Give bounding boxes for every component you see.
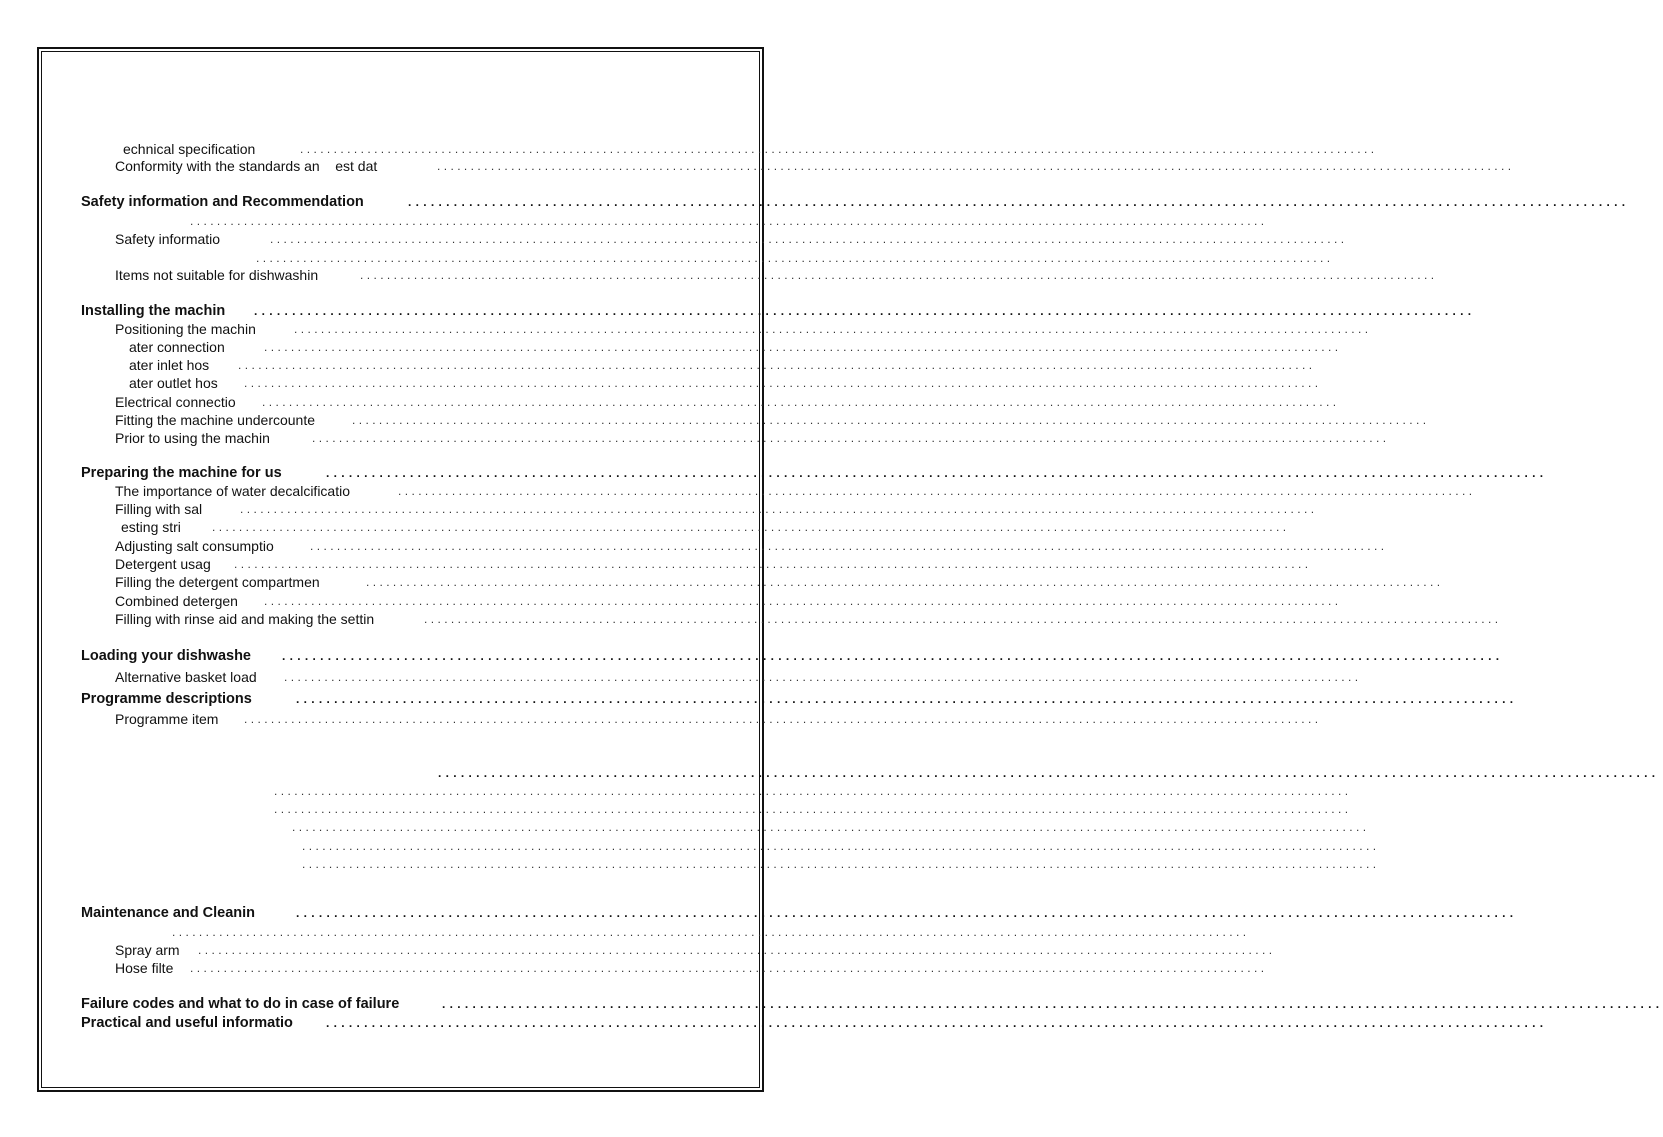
toc-entry-label: Filling the detergent compartmen xyxy=(115,573,326,591)
toc-entry-label: Alternative basket load xyxy=(115,668,263,686)
dot-leader: ................................................................................................................................................................ xyxy=(326,1016,1548,1030)
toc-entry-label: ater outlet hos xyxy=(129,374,224,392)
toc-entry[interactable] xyxy=(0,212,1268,230)
toc-entry[interactable] xyxy=(0,393,1340,411)
dot-leader: ................................................................................................................................................................ xyxy=(408,195,1630,209)
toc-entry[interactable] xyxy=(0,374,1322,392)
toc-entry-label: Conformity with the standards an est dat xyxy=(115,157,383,175)
dot-leader: ................................................................................................................................................................ xyxy=(294,322,1372,336)
toc-entry[interactable] xyxy=(0,230,1348,248)
dot-leader: ................................................................................................................................................................ xyxy=(262,395,1340,409)
dot-leader: ................................................................................................................................................................ xyxy=(312,431,1390,445)
dot-leader: ................................................................................................................................................................ xyxy=(424,612,1502,626)
dot-leader: ................................................................................................................................................................ xyxy=(190,214,1268,228)
toc-section-heading[interactable] xyxy=(0,904,1518,922)
dot-leader: ................................................................................................................................................................ xyxy=(270,232,1348,246)
dot-leader: ................................................................................................................................................................ xyxy=(300,142,1378,156)
toc-section-heading[interactable] xyxy=(0,302,1476,320)
toc-entry[interactable] xyxy=(0,157,1515,175)
dot-leader: ................................................................................................................................................................ xyxy=(238,358,1316,372)
toc-entry[interactable] xyxy=(0,411,1430,429)
toc-entry[interactable] xyxy=(0,668,1362,686)
toc-entry[interactable] xyxy=(0,573,1444,591)
toc-entry[interactable] xyxy=(0,555,1312,573)
toc-section-heading[interactable] xyxy=(0,690,1518,708)
dot-leader: ................................................................................................................................................................ xyxy=(442,997,1663,1011)
dot-leader: ................................................................................................................................................................ xyxy=(172,925,1250,939)
dot-leader: ................................................................................................................................................................ xyxy=(244,712,1322,726)
toc-entry[interactable] xyxy=(0,140,1378,158)
dot-leader: ................................................................................................................................................................ xyxy=(240,502,1318,516)
dot-leader: ................................................................................................................................................................ xyxy=(264,340,1342,354)
dot-leader: ................................................................................................................................................................ xyxy=(296,692,1518,706)
toc-entry[interactable] xyxy=(0,482,1476,500)
toc-entry[interactable] xyxy=(0,837,1380,855)
toc-entry[interactable] xyxy=(0,249,1334,267)
toc-entry[interactable] xyxy=(0,764,1660,782)
toc-entry[interactable] xyxy=(0,500,1318,518)
toc-section-label: Failure codes and what to do in case of failure xyxy=(81,995,405,1013)
toc-section-heading[interactable] xyxy=(0,995,1663,1013)
toc-entry[interactable] xyxy=(0,782,1352,800)
dot-leader: ................................................................................................................................................................ xyxy=(437,159,1515,173)
dot-leader: ................................................................................................................................................................ xyxy=(284,670,1362,684)
toc-entry-label: Hose filte xyxy=(115,959,179,977)
toc-section-label: Preparing the machine for us xyxy=(81,464,288,482)
toc-entry[interactable] xyxy=(0,266,1438,284)
toc-entry-label: Combined detergen xyxy=(115,592,244,610)
dot-leader: ................................................................................................................................................................ xyxy=(360,268,1438,282)
toc-entry[interactable] xyxy=(0,518,1290,536)
dot-leader: ................................................................................................................................................................ xyxy=(302,839,1380,853)
toc-section-heading[interactable] xyxy=(0,647,1504,665)
toc-entry[interactable] xyxy=(0,429,1390,447)
dot-leader: ................................................................................................................................................................ xyxy=(310,539,1388,553)
toc-entry-label: ater connection xyxy=(129,338,231,356)
toc-entry[interactable] xyxy=(0,320,1372,338)
toc-entry[interactable] xyxy=(0,610,1502,628)
toc-entry-label: Items not suitable for dishwashin xyxy=(115,266,324,284)
toc-entry-label: Filling with rinse aid and making the settin xyxy=(115,610,380,628)
toc-entry[interactable] xyxy=(0,338,1342,356)
toc-entry[interactable] xyxy=(0,710,1322,728)
toc-entry-label: Safety informatio xyxy=(115,230,226,248)
toc-entry-label: esting stri xyxy=(121,518,187,536)
toc-entry-label: Positioning the machin xyxy=(115,320,262,338)
dot-leader: ................................................................................................................................................................ xyxy=(264,594,1342,608)
dot-leader: ................................................................................................................................................................ xyxy=(302,857,1380,871)
toc-entry[interactable] xyxy=(0,537,1388,555)
toc-section-label: Practical and useful informatio xyxy=(81,1014,299,1032)
toc-entry[interactable] xyxy=(0,800,1352,818)
toc-entry[interactable] xyxy=(0,941,1276,959)
toc-section-label: Programme descriptions xyxy=(81,690,258,708)
dot-leader: ................................................................................................................................................................ xyxy=(274,784,1352,798)
toc-entry-label: Adjusting salt consumptio xyxy=(115,537,280,555)
toc-entry-label: Detergent usag xyxy=(115,555,217,573)
dot-leader: ................................................................................................................................................................ xyxy=(244,376,1322,390)
toc-entry-label: The importance of water decalcificatio xyxy=(115,482,356,500)
toc-entry-label: Prior to using the machin xyxy=(115,429,276,447)
dot-leader: ................................................................................................................................................................ xyxy=(282,649,1504,663)
toc-section-heading[interactable] xyxy=(0,193,1630,211)
toc-entry-label: Spray arm xyxy=(115,941,186,959)
dot-leader: ................................................................................................................................................................ xyxy=(198,943,1276,957)
dot-leader: ................................................................................................................................................................ xyxy=(190,961,1268,975)
dot-leader: ................................................................................................................................................................ xyxy=(274,802,1352,816)
toc-entry[interactable] xyxy=(0,592,1342,610)
dot-leader: ................................................................................................................................................................ xyxy=(326,466,1548,480)
toc-section-heading[interactable] xyxy=(0,1014,1548,1032)
dot-leader: ................................................................................................................................................................ xyxy=(352,413,1430,427)
toc-section-label: Loading your dishwashe xyxy=(81,647,257,665)
toc-entry-label: Fitting the machine undercounte xyxy=(115,411,321,429)
toc-entry[interactable] xyxy=(0,923,1250,941)
toc-entry-label: ater inlet hos xyxy=(129,356,215,374)
toc-entry-label: Electrical connectio xyxy=(115,393,242,411)
toc-entry[interactable] xyxy=(0,818,1370,836)
dot-leader: ................................................................................................................................................................ xyxy=(366,575,1444,589)
toc-entry[interactable] xyxy=(0,959,1268,977)
dot-leader: ................................................................................................................................................................ xyxy=(398,484,1476,498)
dot-leader: ................................................................................................................................................................ xyxy=(254,304,1476,318)
toc-section-label: Safety information and Recommendation xyxy=(81,193,370,211)
dot-leader: ................................................................................................................................................................ xyxy=(212,520,1290,534)
dot-leader: ................................................................................................................................................................ xyxy=(234,557,1312,571)
toc-section-label: Maintenance and Cleanin xyxy=(81,904,261,922)
toc-section-label: Installing the machin xyxy=(81,302,231,320)
toc-entry-label: Programme item xyxy=(115,710,224,728)
dot-leader: ................................................................................................................................................................ xyxy=(438,766,1660,780)
dot-leader: ................................................................................................................................................................ xyxy=(292,820,1370,834)
toc-entry-label: Filling with sal xyxy=(115,500,208,518)
toc-section-heading[interactable] xyxy=(0,464,1548,482)
toc-entry-label: echnical specification xyxy=(123,140,261,158)
toc-entry[interactable] xyxy=(0,855,1380,873)
toc-entry[interactable] xyxy=(0,356,1316,374)
dot-leader: ................................................................................................................................................................ xyxy=(256,251,1334,265)
dot-leader: ................................................................................................................................................................ xyxy=(296,906,1518,920)
